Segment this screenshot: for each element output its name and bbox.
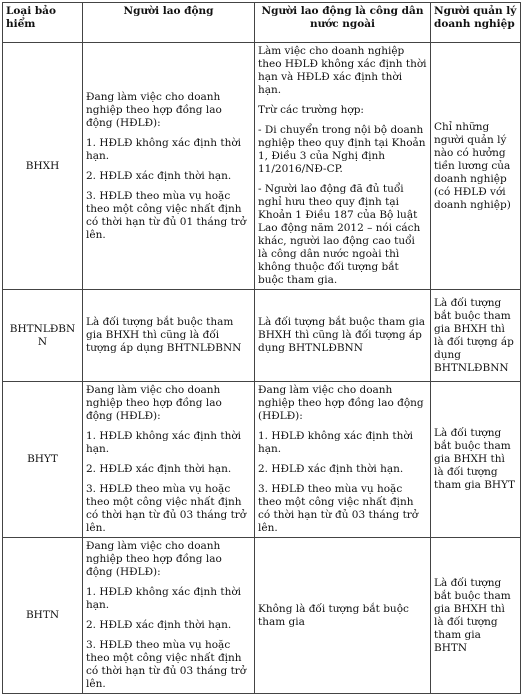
employee-text: Đang làm việc cho doanh nghiệp theo hợp đồng lao động (HĐLĐ): [86,540,222,578]
employee-text: Đang làm việc cho doanh nghiệp theo hợp đồng lao động (HĐLĐ): [86,90,222,129]
header-insurance-type: Loại bảo hiểm [3,3,83,43]
employee-text: 2. HĐLĐ xác định thời hạn. [86,463,232,475]
foreign-text: Trừ các trường hợp: [258,104,364,116]
employee-cell [83,290,255,382]
insurance-type-cell: BHXH [3,43,83,290]
employee-text: 1. HĐLĐ không xác định thời hạn. [86,136,242,162]
header-manager: Người quản lý doanh nghiệp [431,3,521,43]
foreign-employee-cell [255,290,431,382]
manager-cell: Là đối tượng bắt buộc tham gia BHXH thì là đối tượng tham gia BHTN [431,538,521,694]
employee-cell [83,382,255,538]
foreign-text: 1. HĐLĐ không xác định thời hạn. [258,430,414,455]
header-employee: Người lao động [83,3,255,43]
foreign-text: Là đối tượng bắt buộc tham gia BHXH thì cũng là đối tượng áp dụng BHTNLĐBNN [258,316,425,354]
employee-cell [83,43,255,290]
employee-text: Đang làm việc cho doanh nghiệp theo hợp đồng lao động (HĐLĐ): [86,384,222,422]
foreign-employee-cell [255,43,431,290]
table-row [3,382,521,538]
insurance-table [2,2,521,694]
employee-text: 3. HĐLĐ theo mùa vụ hoặc theo một công việc nhất định có thời hạn từ đủ 03 tháng trở lên. [86,483,247,534]
employee-text: 1. HĐLĐ không xác định thời hạn. [86,586,242,611]
foreign-employee-cell [255,538,431,694]
manager-cell: Là đối tượng bắt buộc tham gia BHXH thì là đối tượng áp dụng BHTNLĐBNN [431,290,521,382]
employee-text: 3. HĐLĐ theo mùa vụ hoặc theo một công việc nhất định có thời hạn từ đủ 03 tháng trở lên. [86,639,247,690]
foreign-employee-cell [255,382,431,538]
employee-text: 2. HĐLĐ xác định thời hạn. [86,169,232,182]
foreign-text: Không là đối tượng bắt buộc tham gia [258,602,409,628]
insurance-type-cell: BHTN [3,538,83,694]
employee-cell [83,538,255,694]
foreign-text: 2. HĐLĐ xác định thời hạn. [258,463,404,475]
foreign-text: Làm việc cho doanh nghiệp theo HĐLĐ không xác định thời hạn và HĐLĐ xác định thời hạn. [258,45,427,96]
table-row [3,538,521,694]
foreign-text: - Người lao động đã đủ tuổi nghỉ hưu theo quy định tại Khoản 1 Điều 187 của Bộ luật Lao động năm 2012 – nói cách khác, người lao động cao tuổi là công dân nước ngoài thì không thuộc đối tượng bắt buộc tham gia. [258,183,421,286]
header-foreign-employee: Người lao động là công dân nước ngoài [255,3,431,43]
employee-text: Là đối tượng bắt buộc tham gia BHXH thì cũng là đối tượng áp dụng BHTNLĐBNN [86,316,242,354]
insurance-type-cell: BHTNLĐBNN [3,290,83,382]
insurance-type-cell: BHYT [3,382,83,538]
foreign-text: 3. HĐLĐ theo mùa vụ hoặc theo một công việc nhất định có thời hạn từ đủ 03 tháng trở lên. [258,483,419,534]
employee-text: 2. HĐLĐ xác định thời hạn. [86,619,232,631]
manager-cell: Là đối tượng bắt buộc tham gia BHXH thì là đối tượng tham gia BHYT [431,382,521,538]
manager-cell: Chỉ những người quản lý nào có hưởng tiền lương của doanh nghiệp (có HĐLĐ với doanh nghiệp) [431,43,521,290]
foreign-text: Đang làm việc cho doanh nghiệp theo hợp đồng lao động (HĐLĐ): [258,384,424,422]
table-row [3,290,521,382]
foreign-text: - Di chuyển trong nội bộ doanh nghiệp theo quy định tại Khoản 1, Điều 3 của Nghị định 11/2016/NĐ-CP. [258,124,426,175]
employee-text: 3. HĐLĐ theo mùa vụ hoặc theo một công việc nhất định có thời hạn từ đủ 01 tháng trở lên. [86,189,247,241]
table-row [3,43,521,290]
employee-text: 1. HĐLĐ không xác định thời hạn. [86,430,242,455]
header-row [3,3,521,43]
